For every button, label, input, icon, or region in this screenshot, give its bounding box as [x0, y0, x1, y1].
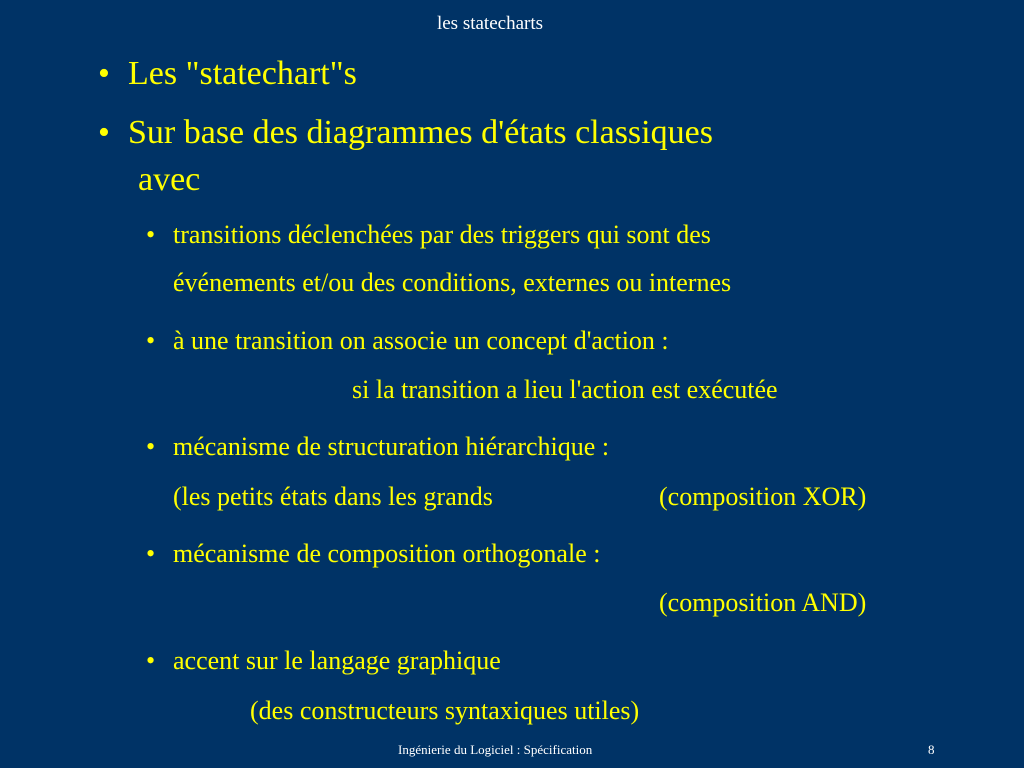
level2-item-action-concept: à une transition on associe un concept d'action : — [173, 326, 669, 355]
slide-header-title: les statecharts — [436, 13, 544, 34]
bullet-marker: • — [146, 539, 156, 568]
bullet-marker: • — [146, 432, 156, 461]
level1-item-base-diagrams-continuation: avec — [138, 161, 201, 198]
bullet-marker: • — [146, 646, 156, 675]
level1-item-statecharts: Les "statechart"s — [128, 55, 357, 92]
level2-item-transitions: transitions déclenchées par des triggers qui sont des — [173, 220, 711, 249]
level2-item-orthogonal: mécanisme de composition orthogonale : — [173, 539, 601, 568]
level2-item-graphical-language-continuation: (des constructeurs syntaxiques utiles) — [250, 696, 640, 725]
level2-item-action-concept-continuation: si la transition a lieu l'action est exécutée — [352, 375, 778, 404]
level2-item-hierarchical-example: (les petits états dans les grands — [173, 482, 493, 511]
footer-course-title: Ingénierie du Logiciel : Spécification — [398, 742, 593, 757]
footer-page-number: 8 — [928, 742, 935, 757]
level2-item-hierarchical-xor: (composition XOR) — [659, 482, 867, 511]
level2-item-hierarchical: mécanisme de structuration hiérarchique : — [173, 432, 610, 461]
level2-item-transitions-continuation: événements et/ou des conditions, externes ou internes — [173, 268, 732, 297]
bullet-marker: • — [98, 114, 110, 151]
level2-item-graphical-language: accent sur le langage graphique — [173, 646, 501, 675]
level1-item-base-diagrams: Sur base des diagrammes d'états classiques — [128, 114, 713, 151]
level2-item-orthogonal-and: (composition AND) — [659, 588, 867, 617]
bullet-marker: • — [98, 55, 110, 92]
bullet-marker: • — [146, 220, 156, 249]
bullet-marker: • — [146, 326, 156, 355]
